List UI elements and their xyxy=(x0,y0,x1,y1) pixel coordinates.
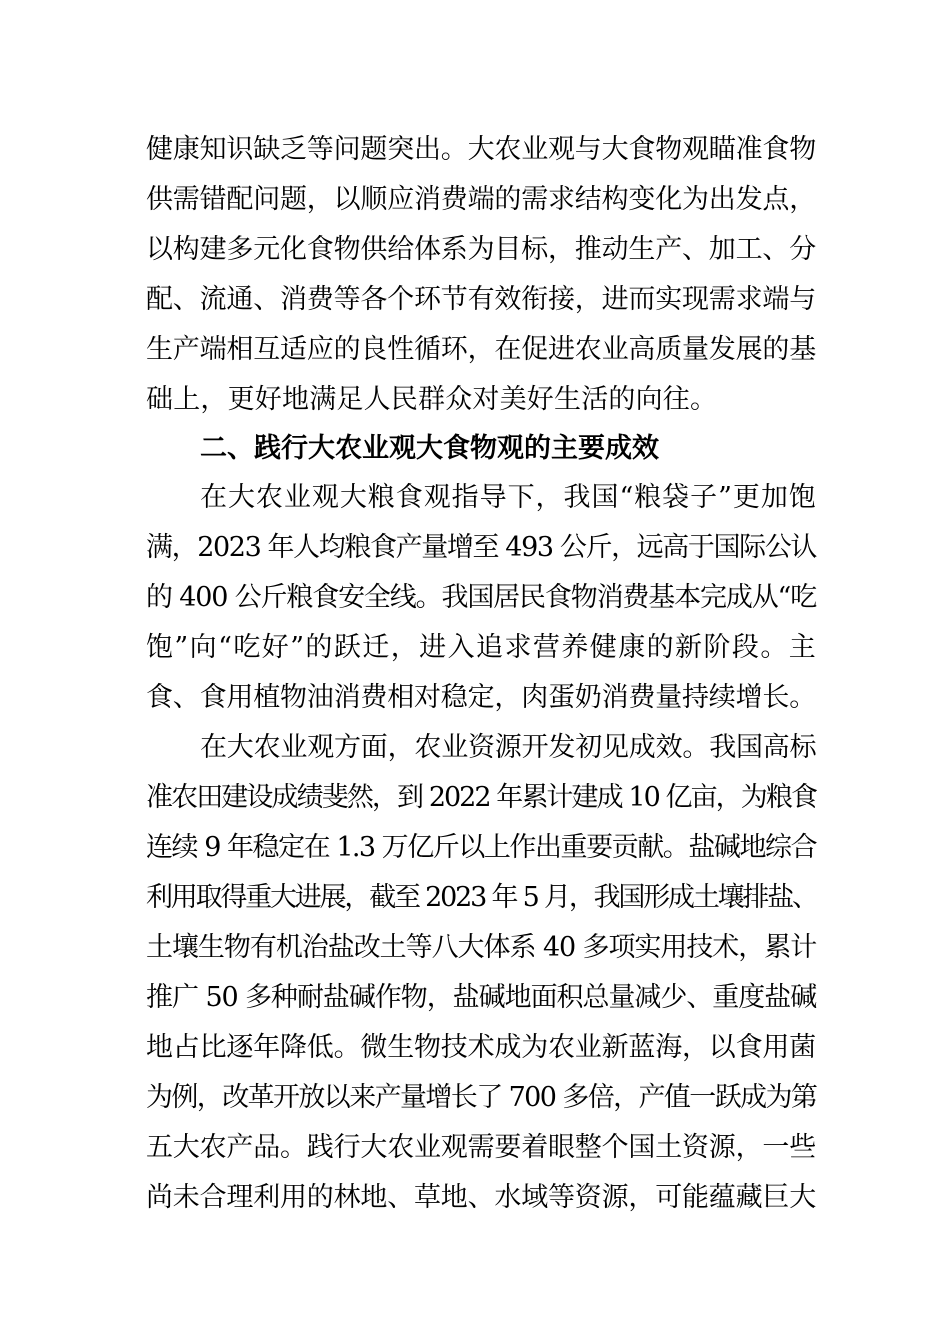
body-text-line: 础上，更好地满足人民群众对美好生活的向往。 xyxy=(146,384,718,415)
body-text-line: 为例，改革开放以来产量增长了 700 多倍，产值一跃成为第 xyxy=(146,1082,817,1113)
body-text-line: 供需错配问题，以顺应消费端的需求结构变化为出发点， xyxy=(146,184,816,215)
body-text-line: 满，2023 年人均粮食产量增至 493 公斤，远高于国际公认 xyxy=(146,532,816,563)
paragraph-first-line: 在大农业观大粮食观指导下，我国“粮袋子”更加饱 xyxy=(200,482,816,513)
body-text-line: 土壤生物有机治盐改土等八大体系 40 多项实用技术，累计 xyxy=(146,932,816,963)
body-text-line: 饱”向“吃好”的跃迁，进入追求营养健康的新阶段。主 xyxy=(146,632,816,663)
body-text-line: 健康知识缺乏等问题突出。大农业观与大食物观瞄准食物 xyxy=(146,134,816,165)
body-text-line: 推广 50 多种耐盐碱作物，盐碱地面积总量减少、重度盐碱 xyxy=(146,982,816,1013)
body-text-line: 配、流通、消费等各个环节有效衔接，进而实现需求端与 xyxy=(146,284,816,315)
body-text-line: 食、食用植物油消费相对稳定，肉蛋奶消费量持续增长。 xyxy=(146,682,816,713)
body-text-line: 准农田建设成绩斐然，到 2022 年累计建成 10 亿亩，为粮食 xyxy=(146,782,816,813)
paragraph-first-line: 在大农业观方面，农业资源开发初见成效。我国高标 xyxy=(200,732,817,763)
section-heading: 二、践行大农业观大食物观的主要成效 xyxy=(200,433,659,464)
body-text-line: 连续 9 年稳定在 1.3 万亿斤以上作出重要贡献。盐碱地综合 xyxy=(146,832,816,863)
body-text-line: 的 400 公斤粮食安全线。我国居民食物消费基本完成从“吃 xyxy=(146,582,816,613)
body-text-line: 利用取得重大进展，截至 2023 年 5 月，我国形成土壤排盐、 xyxy=(146,882,817,913)
body-text-line: 以构建多元化食物供给体系为目标，推动生产、加工、分 xyxy=(146,234,816,265)
body-text-line: 五大农产品。践行大农业观需要着眼整个国土资源，一些 xyxy=(146,1132,816,1163)
body-text-line: 生产端相互适应的良性循环，在促进农业高质量发展的基 xyxy=(146,334,816,365)
body-text-line: 尚未合理利用的林地、草地、水域等资源，可能蕴藏巨大 xyxy=(146,1182,816,1213)
body-text-line: 地占比逐年降低。微生物技术成为农业新蓝海，以食用菌 xyxy=(146,1032,816,1063)
